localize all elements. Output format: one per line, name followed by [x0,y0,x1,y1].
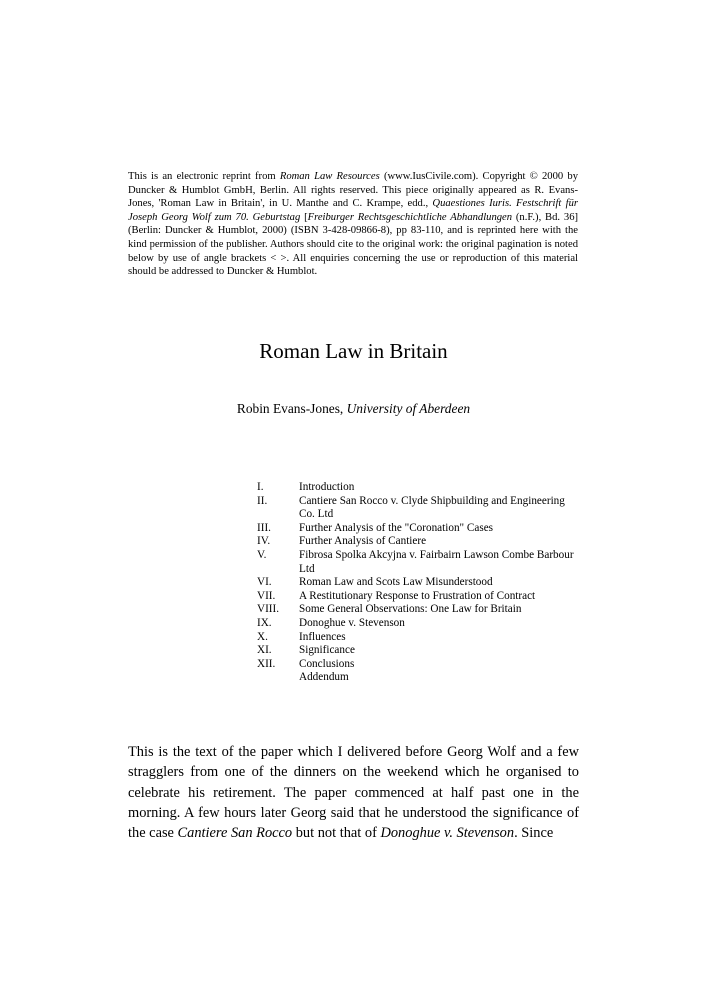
toc-number [257,671,299,685]
toc-title: Further Analysis of the "Coronation" Cases [299,521,494,534]
toc-title: Further Analysis of Cantiere [299,535,427,548]
toc-item [257,535,577,549]
toc-number: VIII. [257,603,280,616]
toc-title: Significance [299,644,355,657]
toc-title: Cantiere San Rocco v. Clyde Shipbuilding and Engineering Co. Ltd [299,494,565,521]
toc-number: VI. [257,576,272,589]
paper-title: Roman Law in Britain [259,339,448,363]
body-text: but not that of [292,825,381,842]
toc-title: Addendum [299,671,349,684]
toc-number: V. [257,548,267,561]
toc-number: IV. [257,535,271,548]
toc-title: Roman Law and Scots Law Misunderstood [299,576,493,589]
author-line [0,400,707,417]
notice-text: (n.F.), Bd. 36] (Berlin: Duncker & Humblot, 2000) (ISBN 3-428-09866-8), pp 83-110, and is reprinted here with the kind permission of the publisher. Authors should cite to the original work: the original pagination is noted below by use of angle brackets < >. All enquiries concerning the use or reproduction of this material should be addressed to Duncker & Humblot. [128,211,579,278]
toc-item [257,658,577,672]
body-text: . Since [514,825,554,842]
case-name: Cantiere San Rocco [177,825,293,842]
toc-title: Influences [299,630,346,643]
toc-title: Some General Observations: One Law for Britain [299,603,522,616]
toc-item [257,644,577,658]
notice-text: [ [300,211,308,223]
toc-number: X. [257,630,268,643]
notice-source-title: Roman Law Resources [279,171,380,182]
author-name: Robin Evans-Jones, [236,401,347,416]
toc-number: II. [257,494,268,507]
toc-item [257,549,577,576]
notice-series-title: Freiburger Rechtsgeschichtliche Abhandlungen [307,211,513,223]
toc-item [257,590,577,604]
toc-item [257,603,577,617]
table-of-contents [257,481,577,685]
toc-title: Fibrosa Spolka Akcyjna v. Fairbairn Lawson Combe Barbour Ltd [299,548,574,575]
toc-title: A Restitutionary Response to Frustration of Contract [299,589,536,602]
author-affiliation: University of Aberdeen [346,401,471,416]
toc-number: VII. [257,589,276,602]
notice-text: This is an electronic reprint from [128,171,280,182]
toc-number: I. [257,481,264,493]
body-paragraph [128,742,579,843]
toc-item [257,671,577,685]
body-text: This is the text of the paper which I delivered before Georg Wolf and a few stragglers from one of the dinners on the weekend which he organised to celebrate his retirement. The paper commenced at half past one in the morning. A few hours later Georg said that he understood the significance of the case [128,744,579,842]
toc-number: III. [257,521,271,534]
toc-item [257,631,577,645]
toc-item [257,495,577,522]
toc-number: XII. [257,657,276,670]
notice-text: (www.IusCivile.com). Copyright © 2000 by Duncker & Humblot GmbH, Berlin. All rights reserved. This piece originally appeared as R. Evans-Jones, 'Roman Law in Britain', in U. Manthe and C. Krampe, edd., [128,171,578,210]
notice-festschrift-title: Quaestiones Iuris. Festschrift für Joseph Georg Wolf zum 70. Geburtstag [128,198,578,223]
reprint-notice [128,170,578,279]
toc-number: XI. [257,644,272,657]
toc-item [257,481,577,495]
toc-title: Donoghue v. Stevenson [299,616,405,629]
toc-item [257,522,577,536]
toc-item [257,576,577,590]
case-name: Donoghue v. Stevenson [380,825,515,842]
toc-title: Introduction [299,481,355,493]
toc-item [257,617,577,631]
toc-number: IX. [257,616,272,629]
toc-title: Conclusions [299,657,355,670]
